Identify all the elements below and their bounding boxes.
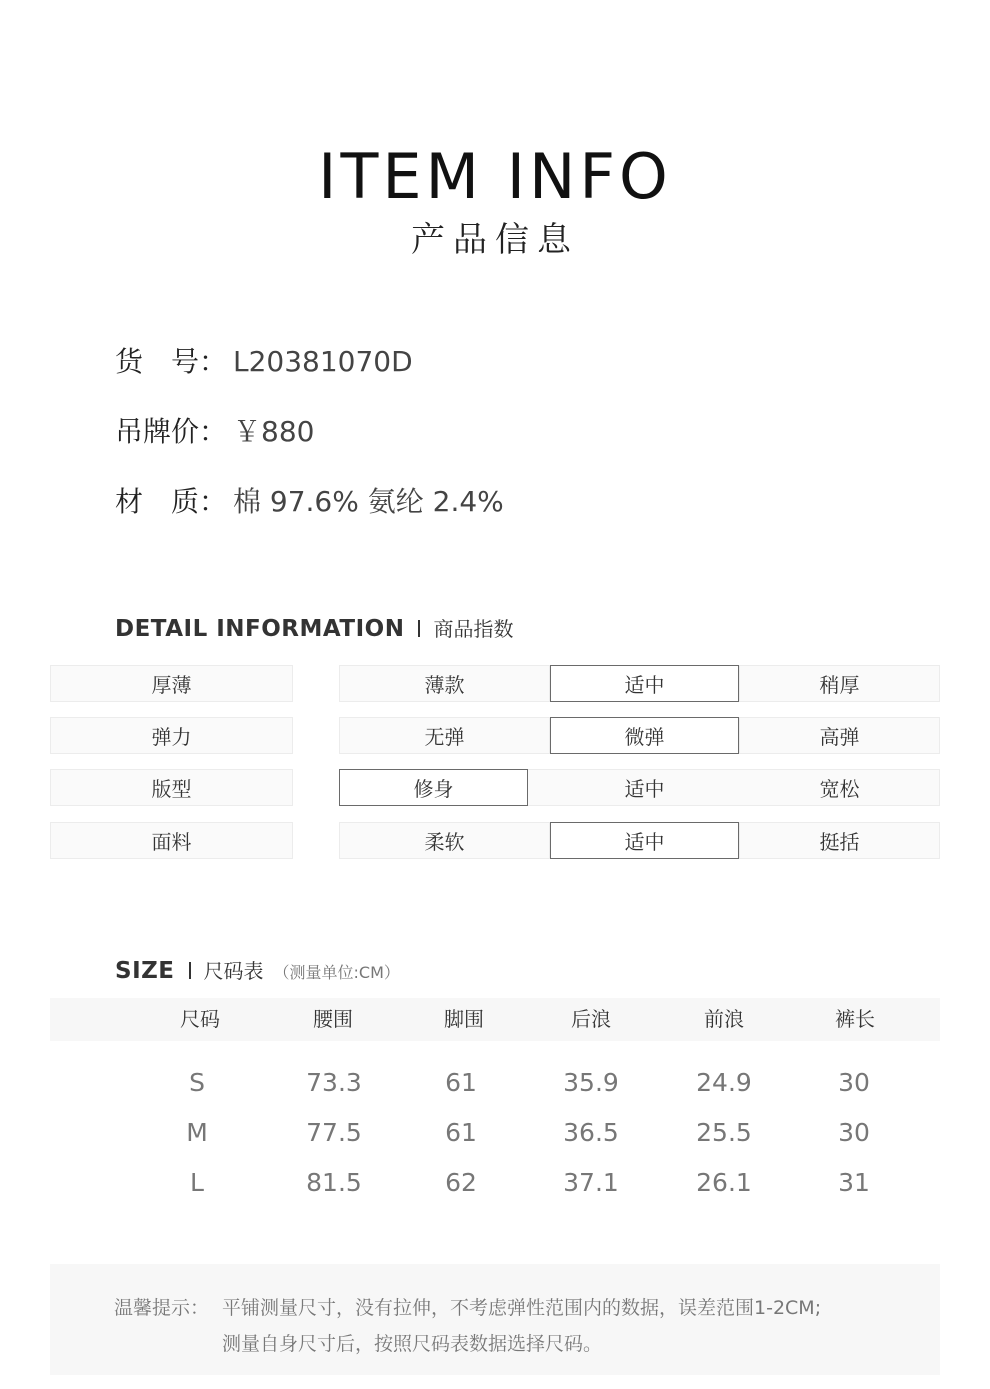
material-label: 材 质： bbox=[115, 485, 228, 518]
material-row bbox=[115, 480, 504, 520]
detail-option-selected: 适中 bbox=[550, 665, 739, 702]
detail-option-selected: 适中 bbox=[550, 822, 739, 859]
tip-label: 温馨提示： bbox=[114, 1297, 210, 1319]
size-cell: 62 bbox=[445, 1168, 477, 1197]
tag-price-row bbox=[115, 410, 314, 450]
detail-option-selected: 微弹 bbox=[550, 717, 739, 754]
size-cell: 35.9 bbox=[563, 1068, 619, 1097]
detail-option: 稍厚 bbox=[739, 665, 940, 702]
size-cell: S bbox=[189, 1068, 205, 1097]
size-cell: 61 bbox=[445, 1118, 477, 1147]
item-number-row bbox=[115, 340, 413, 380]
detail-heading-en: DETAIL INFORMATION bbox=[115, 616, 405, 642]
size-unit-note: （测量单位:CM） bbox=[273, 963, 400, 982]
measurement-tip-box bbox=[50, 1264, 940, 1375]
detail-row-label: 面料 bbox=[50, 822, 293, 859]
size-cell: 26.1 bbox=[696, 1168, 752, 1197]
size-cell: 25.5 bbox=[696, 1118, 752, 1147]
size-cell: 24.9 bbox=[696, 1068, 752, 1097]
tag-price-label: 吊牌价： bbox=[115, 415, 228, 448]
detail-option: 薄款 bbox=[339, 665, 550, 702]
size-cell: L bbox=[190, 1168, 204, 1197]
detail-option: 挺括 bbox=[739, 822, 940, 859]
size-col-header: 前浪 bbox=[704, 1007, 744, 1031]
heading-divider bbox=[418, 620, 420, 637]
size-cell: 30 bbox=[838, 1068, 870, 1097]
detail-heading-cn: 商品指数 bbox=[433, 617, 514, 641]
detail-option: 高弹 bbox=[739, 717, 940, 754]
tip-line-1: 平铺测量尺寸，没有拉伸，不考虑弹性范围内的数据，误差范围1-2CM; bbox=[222, 1297, 822, 1319]
detail-row-label: 版型 bbox=[50, 769, 293, 806]
size-section-heading bbox=[115, 955, 400, 984]
detail-option: 适中 bbox=[624, 777, 665, 801]
size-cell: 73.3 bbox=[306, 1068, 362, 1097]
detail-option-selected: 修身 bbox=[339, 769, 528, 806]
heading-divider bbox=[189, 962, 191, 979]
size-col-header: 尺码 bbox=[180, 1007, 220, 1031]
size-col-header: 后浪 bbox=[571, 1007, 611, 1031]
size-table-header bbox=[50, 998, 940, 1041]
tag-price-value: ￥880 bbox=[233, 415, 315, 448]
detail-option: 柔软 bbox=[339, 822, 550, 859]
item-number-label: 货 号： bbox=[115, 345, 228, 378]
size-cell: 81.5 bbox=[306, 1168, 362, 1197]
size-heading-en: SIZE bbox=[115, 958, 175, 984]
detail-section-heading bbox=[115, 613, 513, 642]
tip-line-2: 测量自身尺寸后，按照尺码表数据选择尺码。 bbox=[222, 1333, 603, 1355]
detail-row-label: 弹力 bbox=[50, 717, 293, 754]
size-cell: 36.5 bbox=[563, 1118, 619, 1147]
size-col-header: 腰围 bbox=[313, 1007, 353, 1031]
page-title: ITEM INFO bbox=[318, 140, 672, 213]
page-subtitle: 产品信息 bbox=[411, 220, 579, 260]
detail-row-label: 厚薄 bbox=[50, 665, 293, 702]
size-cell: 77.5 bbox=[306, 1118, 362, 1147]
size-cell: M bbox=[186, 1118, 208, 1147]
size-cell: 37.1 bbox=[563, 1168, 619, 1197]
size-cell: 61 bbox=[445, 1068, 477, 1097]
size-heading-cn: 尺码表 bbox=[203, 959, 264, 983]
size-col-header: 裤长 bbox=[835, 1007, 875, 1031]
material-value: 棉 97.6% 氨纶 2.4% bbox=[233, 485, 504, 518]
detail-option: 宽松 bbox=[819, 777, 860, 801]
size-cell: 31 bbox=[838, 1168, 870, 1197]
size-col-header: 脚围 bbox=[444, 1007, 484, 1031]
size-cell: 30 bbox=[838, 1118, 870, 1147]
detail-option: 无弹 bbox=[339, 717, 550, 754]
item-number-value: L20381070D bbox=[233, 345, 413, 378]
